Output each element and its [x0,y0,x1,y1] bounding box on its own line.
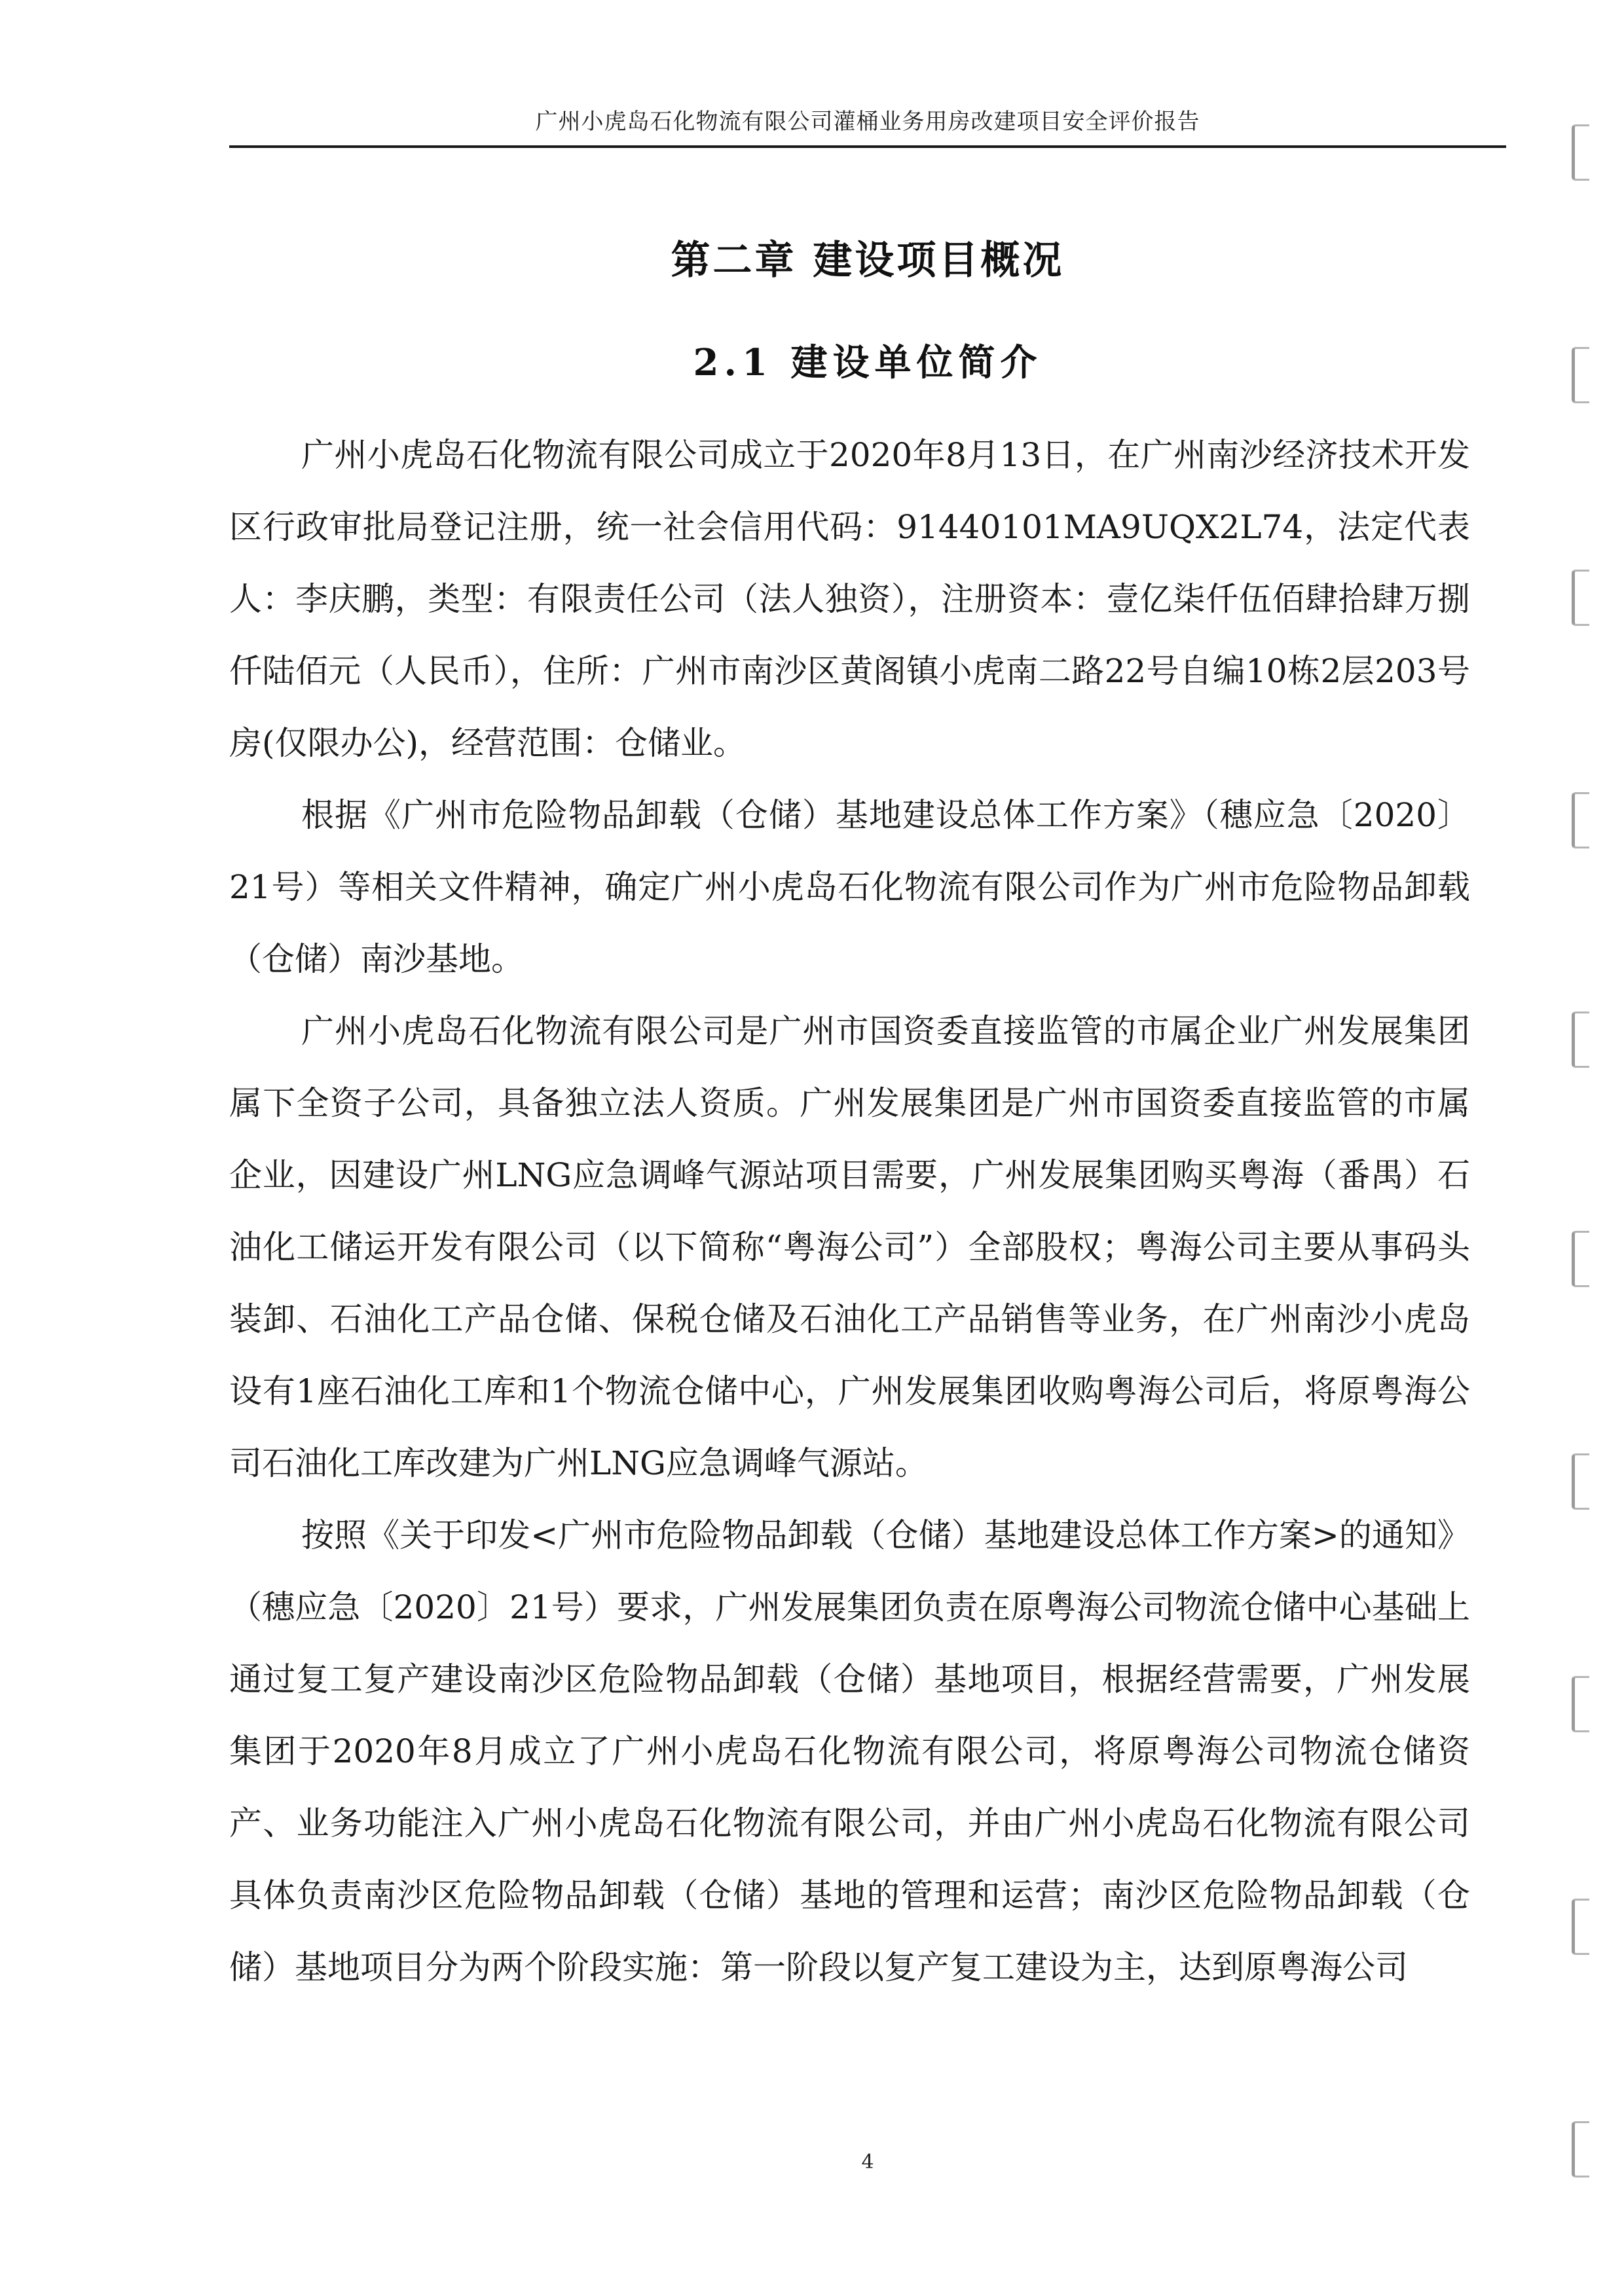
binding-hole-mark [1572,124,1589,181]
binding-hole-mark [1572,1453,1589,1510]
binding-hole-mark [1572,792,1589,848]
page-number: 4 [861,2151,874,2174]
binding-hole-mark [1572,1231,1589,1287]
binding-hole-mark [1572,570,1589,626]
paragraph: 广州小虎岛石化物流有限公司是广州市国资委直接监管的市属企业广州发展集团属下全资子公司，具备独立法人资质。广州发展集团是广州市国资委直接监管的市属企业，因建设广州LNG应急调峰气源站项目需要，广州发展集团购买粤海（番禺）石油化工储运开发有限公司（以下简称“粤海公司”）全部股权；粤海公司主要从事码头装卸、石油化工产品仓储、保税仓储及石油化工产品销售等业务，在广州南沙小虎岛设有1座石油化工库和1个物流仓储中心，广州发展集团收购粤海公司后，将原粤海公司石油化工库改建为广州LNG应急调峰气源站。 [229,1012,1470,1482]
header-rule [229,145,1506,148]
paragraph: 按照《关于印发<广州市危险物品卸载（仓储）基地建设总体工作方案>的通知》（穗应急〔2020〕21号）要求，广州发展集团负责在原粤海公司物流仓储中心基础上通过复工复产建设南沙区危险物品卸载（仓储）基地项目，根据经营需要，广州发展集团于2020年8月成立了广州小虎岛石化物流有限公司，将原粤海公司物流仓储资产、业务功能注入广州小虎岛石化物流有限公司，并由广州小虎岛石化物流有限公司具体负责南沙区危险物品卸载（仓储）基地的管理和运营；南沙区危险物品卸载（仓储）基地项目分为两个阶段实施：第一阶段以复产复工建设为主，达到原粤海公司 [229,1516,1470,1986]
binding-hole-mark [1572,347,1589,403]
chapter-title: 第二章 建设项目概况 [671,238,1065,283]
binding-hole-mark [1572,1899,1589,1955]
body-text [229,419,1470,2003]
binding-marks [1545,0,1624,2296]
binding-hole-mark [1572,1676,1589,1732]
binding-hole-mark [1572,2121,1589,2178]
paragraph: 根据《广州市危险物品卸载（仓储）基地建设总体工作方案》（穗应急〔2020〕21号）等相关文件精神，确定广州小虎岛石化物流有限公司作为广州市危险物品卸载（仓储）南沙基地。 [229,796,1470,978]
binding-hole-mark [1572,1011,1589,1068]
running-header: 广州小虎岛石化物流有限公司灌桶业务用房改建项目安全评价报告 [535,109,1200,135]
paragraph: 广州小虎岛石化物流有限公司成立于2020年8月13日，在广州南沙经济技术开发区行政审批局登记注册，统一社会信用代码：91440101MA9UQX2L74，法定代表人：李庆鹏，类型：有限责任公司（法人独资），注册资本：壹亿柒仟伍佰肆拾肆万捌仟陆佰元（人民币），住所：广州市南沙区黄阁镇小虎南二路22号自编10栋2层203号房(仅限办公)，经营范围：仓储业。 [229,436,1470,762]
section-title: 2.1 建设单位简介 [693,341,1043,384]
